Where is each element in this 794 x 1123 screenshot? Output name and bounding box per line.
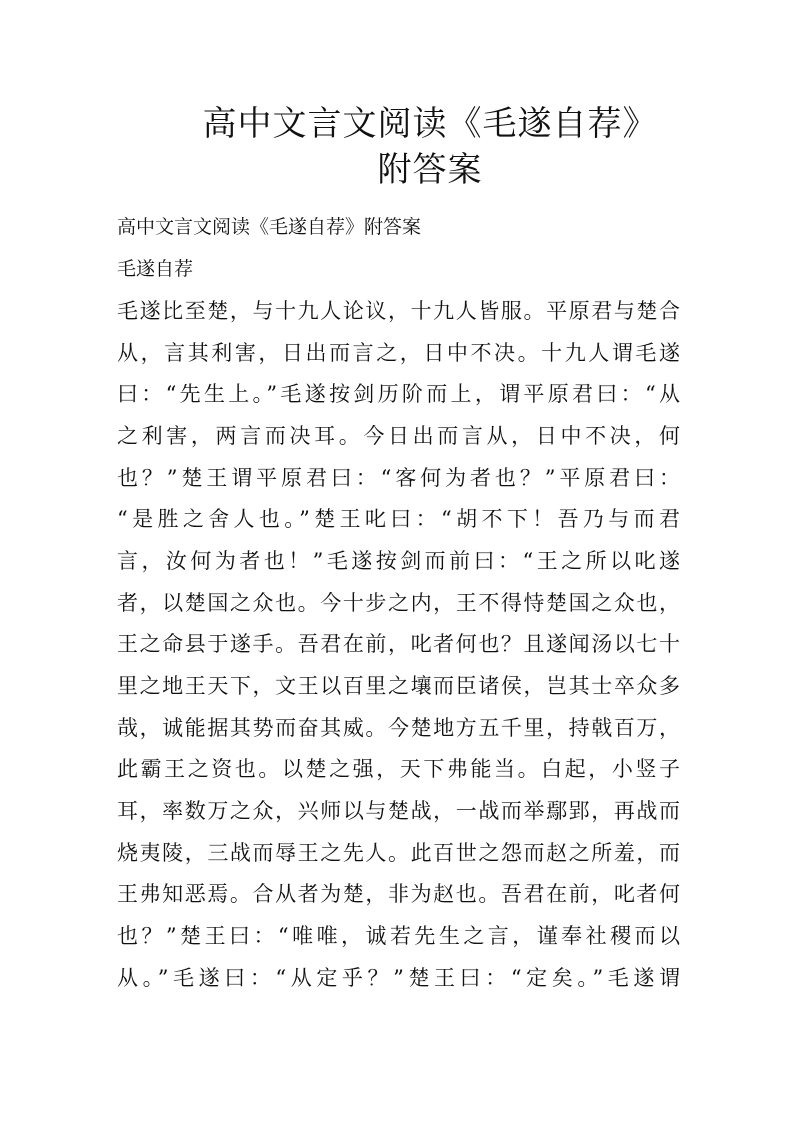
body-line: 哉，诚能据其势而奋其威。今楚地方五千里，持戟百万， <box>117 716 680 740</box>
body-line: 言，汝何为者也！”毛遂按剑而前曰：“王之所以叱遂 <box>117 549 680 573</box>
body-line: 从。”毛遂曰：“从定乎？”楚王曰：“定矣。”毛遂谓 <box>117 966 680 990</box>
body-line: 此霸王之资也。以楚之强，天下弗能当。白起，小竖子 <box>117 757 680 781</box>
body-line: 耳，率数万之众，兴师以与楚战，一战而举鄢郢，再战而 <box>117 799 680 823</box>
section-heading: 毛遂自荐 <box>117 258 194 280</box>
body-line: 也？”楚王曰：“唯唯，诚若先生之言，谨奉社稷而以 <box>117 924 680 948</box>
body-line: 从，言其利害，日出而言之，日中不决。十九人谓毛遂 <box>117 341 680 365</box>
body-line: “是胜之舍人也。”楚王叱曰：“胡不下！吾乃与而君 <box>117 507 680 531</box>
body-line: 王弗知恶焉。合从者为楚，非为赵也。吾君在前，叱者何 <box>117 882 680 906</box>
body-line: 里之地王天下，文王以百里之壤而臣诸侯，岂其士卒众多 <box>117 674 680 698</box>
body-line: 之利害，两言而决耳。今日出而言从，日中不决，何 <box>117 424 680 448</box>
body-line: 王之命县于遂手。吾君在前，叱者何也？且遂闻汤以七十 <box>117 632 680 656</box>
body-line: 毛遂比至楚，与十九人论议，十九人皆服。平原君与楚合 <box>117 299 680 323</box>
body-line: 也？”楚王谓平原君曰：“客何为者也？”平原君曰： <box>117 466 680 490</box>
document-subtitle: 高中文言文阅读《毛遂自荐》附答案 <box>117 216 422 238</box>
body-line: 烧夷陵，三战而辱王之先人。此百世之怨而赵之所羞，而 <box>117 841 680 865</box>
body-line: 者，以楚国之众也。今十步之内，王不得恃楚国之众也， <box>117 591 680 615</box>
document-title-line-2: 附答案 <box>377 150 483 190</box>
document-title-line-1: 高中文言文阅读《毛遂自荐》 <box>202 104 658 144</box>
body-line: 曰：“先生上。”毛遂按剑历阶而上，谓平原君曰：“从 <box>117 382 680 406</box>
